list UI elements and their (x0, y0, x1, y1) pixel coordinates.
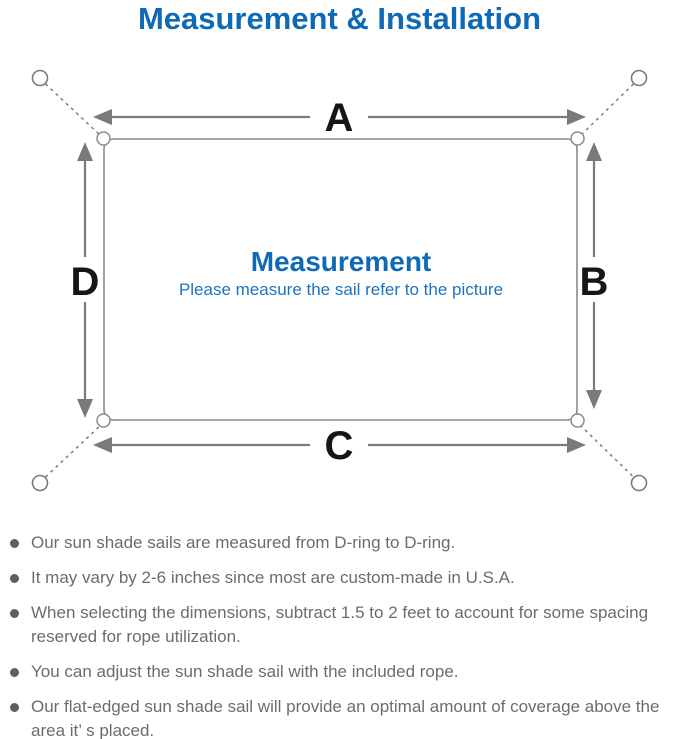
d-ring-icon-top-right (571, 132, 584, 145)
measurement-diagram (0, 55, 679, 521)
d-ring-icon-top-left (97, 132, 110, 145)
arrowhead-right-icon (567, 109, 586, 125)
bullet-icon (10, 539, 19, 548)
edge-label-d: D (70, 260, 100, 304)
note-text: Our sun shade sails are measured from D-ring to D-ring. (31, 533, 456, 552)
notes-list (10, 531, 679, 739)
note-text: You can adjust the sun shade sail with the included rope. (31, 662, 459, 681)
edge-label-b: B (579, 260, 609, 304)
anchor-ring-top-right (632, 71, 647, 86)
page-title: Measurement & Installation (137, 1, 542, 36)
anchor-ring-top-left (33, 71, 48, 86)
arrowhead-left-icon (93, 109, 112, 125)
list-item (10, 660, 679, 684)
d-ring-icon-bottom-left (97, 414, 110, 427)
anchor-ring-bottom-right (632, 476, 647, 491)
list-item (10, 566, 679, 590)
bullet-icon (10, 609, 19, 618)
arrowhead-up-icon (586, 142, 602, 161)
note-text: It may vary by 2-6 inches since most are custom-made in U.S.A. (31, 568, 515, 587)
rope-line-top-right (580, 84, 634, 136)
diagram-center-subtitle: Please measure the sail refer to the picture (178, 280, 504, 299)
note-text: Our flat-edged sun shade sail will provide an optimal amount of coverage above the area it’ s placed. (31, 697, 660, 739)
arrowhead-down-icon (586, 390, 602, 409)
bullet-icon (10, 574, 19, 583)
arrowhead-down-icon (77, 399, 93, 418)
anchor-ring-bottom-left (33, 476, 48, 491)
list-item (10, 695, 679, 739)
edge-label-c: C (324, 424, 354, 468)
note-text: When selecting the dimensions, subtract 1.5 to 2 feet to account for some spacing reserved for rope utilization. (31, 603, 649, 646)
bullet-icon (10, 668, 19, 677)
edge-label-a: A (324, 96, 354, 140)
arrowhead-right-icon (567, 437, 586, 453)
rope-line-bottom-right (580, 425, 634, 477)
rope-line-bottom-left (46, 425, 102, 477)
list-item (10, 531, 679, 555)
bullet-icon (10, 703, 19, 712)
diagram-center-title: Measurement (250, 246, 432, 277)
list-item (10, 601, 679, 649)
arrowhead-left-icon (93, 437, 112, 453)
rope-line-top-left (46, 84, 102, 136)
arrowhead-up-icon (77, 142, 93, 161)
d-ring-icon-bottom-right (571, 414, 584, 427)
